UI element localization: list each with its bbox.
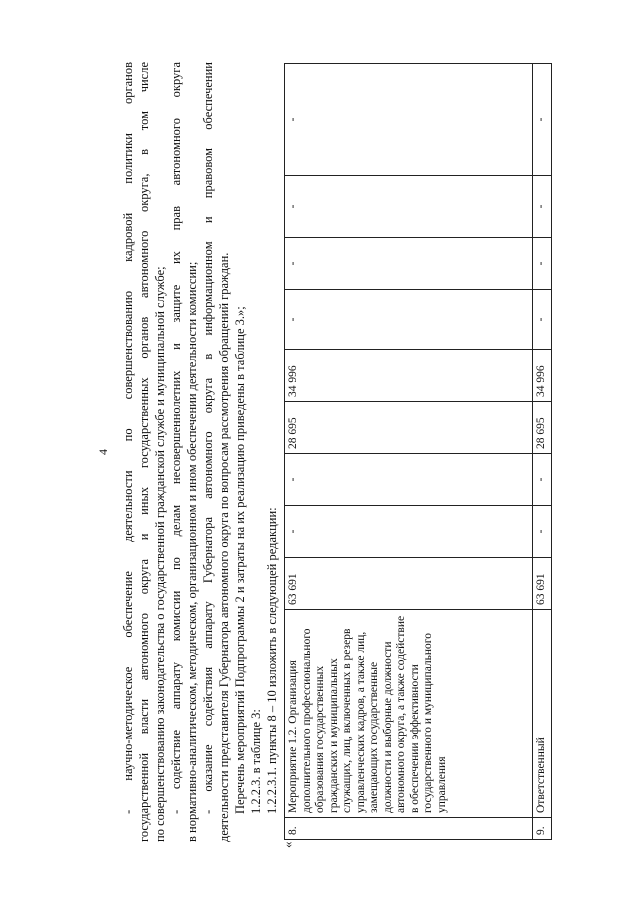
table-cell: -	[285, 454, 533, 506]
opening-quote: «	[280, 841, 295, 848]
table-cell: -	[285, 64, 533, 176]
paragraph-line: по совершенствованию законодательства о государственной гражданской службе и муниципальной службе;	[153, 266, 167, 842]
table-cell: -	[533, 454, 552, 506]
paragraph-line: - научно-методическое обеспечение деятельности по совершенствованию кадровой политики органов	[121, 62, 135, 814]
table-cell: -	[533, 64, 552, 176]
table-cell: 28 695	[285, 402, 533, 454]
table-cell: 28 695	[533, 402, 552, 454]
table-cell: -	[285, 176, 533, 238]
paragraph-line: в нормативно-аналитическом, методическом, организационном и ином обеспечении деятельности комиссии;	[185, 261, 199, 842]
paragraph-line: государственной власти автономного округа и иных государственных органов автономного округа, в том числе	[137, 62, 151, 842]
table-cell: -	[285, 290, 533, 350]
table-cell: -	[285, 238, 533, 290]
table-cell: -	[533, 290, 552, 350]
paragraph-line: деятельности представителя Губернатора автономного округа по вопросам рассмотрения обращений граждан.	[217, 252, 231, 842]
table-cell: 9.	[533, 818, 552, 840]
rotated-content	[96, 62, 568, 848]
table-cell: -	[533, 506, 552, 558]
table-cell: 63 691	[533, 558, 552, 610]
paragraph-line: - содействие аппарату комиссии по делам несовершеннолетних и защите их прав автономного округа	[169, 62, 183, 814]
paragraph-line: - оказание содействия аппарату Губернатора автономного округа в информационном и правовом обеспечении	[201, 62, 215, 814]
table-row	[533, 64, 552, 840]
table-cell: 34 996	[533, 350, 552, 402]
table-row	[285, 64, 533, 840]
table-cell: -	[285, 506, 533, 558]
measures-table	[284, 63, 552, 840]
table-cell: 63 691	[285, 558, 533, 610]
paragraph-line: 1.2.2.3. в таблице 3:	[249, 709, 263, 814]
table-cell: -	[533, 238, 552, 290]
table-cell: 34 996	[285, 350, 533, 402]
table-cell: -	[533, 176, 552, 238]
page-number: 4	[96, 449, 110, 455]
paragraph-line: Перечень мероприятий Подпрограммы 2 и затраты на их реализацию приведены в таблице 3.»;	[233, 306, 247, 814]
table-cell: 8.	[285, 818, 533, 840]
paragraph-line: 1.2.2.3.1. пункты 8 – 10 изложить в следующей редакции:	[265, 507, 279, 814]
table-cell: Ответственный	[533, 610, 552, 818]
table-cell: Мероприятие 1.2. Организация дополнительного профессионального образования государственных гражданских и муниципальных служащих, лиц, включенных в резерв управленческих кадров, а также лиц, замещающих государственные должности и выборные должности автономного округа, а также содействие в обеспечении эффективности государственного и муниципального управления	[285, 610, 533, 818]
